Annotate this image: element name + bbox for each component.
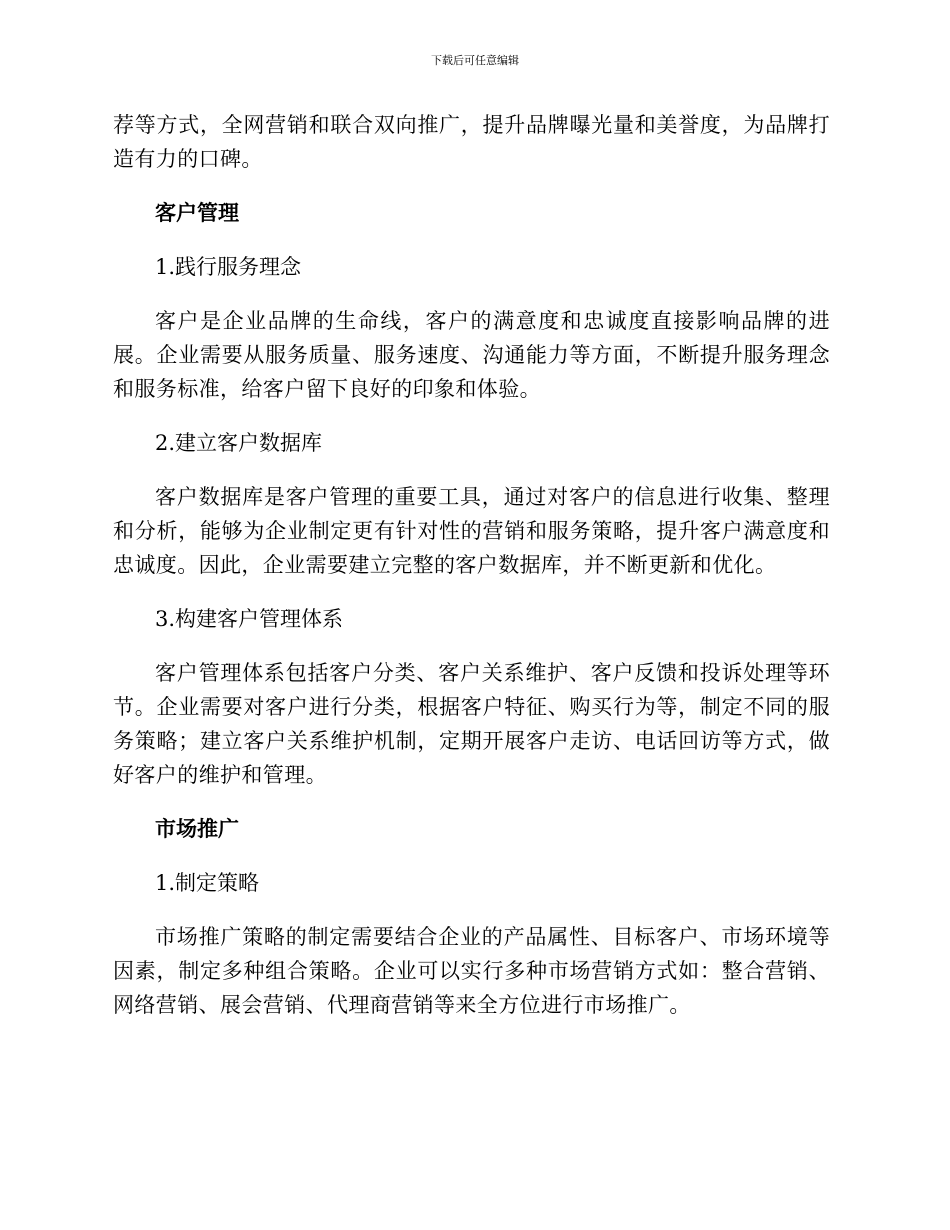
document-body: [113, 108, 830, 1022]
subheading-service-concept: 1.践行服务理念: [155, 255, 302, 279]
page-header: 下载后可任意编辑: [431, 54, 519, 67]
paragraph-service-concept: 客户是企业品牌的生命线，客户的满意度和忠诚度直接影响品牌的进展。企业需要从服务质量、服务速度、沟通能力等方面，不断提升服务理念和服务标准，给客户留下良好的印象和体验。: [113, 309, 830, 401]
section-heading-customer-management: 客户管理: [155, 200, 239, 225]
paragraph-strategy: 市场推广策略的制定需要结合企业的产品属性、目标客户、市场环境等因素，制定多种组合策略。企业可以实行多种市场营销方式如：整合营销、网络营销、展会营销、代理商营销等来全方位进行市场推广。: [113, 925, 830, 1017]
subheading-customer-database: 2.建立客户数据库: [155, 431, 323, 455]
intro-paragraph: 荐等方式，全网营销和联合双向推广，提升品牌曝光量和美誉度，为品牌打造有力的口碑。: [113, 113, 830, 171]
paragraph-customer-database: 客户数据库是客户管理的重要工具，通过对客户的信息进行收集、整理和分析，能够为企业制定更有针对性的营销和服务策略，提升客户满意度和忠诚度。因此，企业需要建立完整的客户数据库，并不断更新和优化。: [113, 485, 830, 577]
paragraph-customer-system: 客户管理体系包括客户分类、客户关系维护、客户反馈和投诉处理等环节。企业需要对客户进行分类，根据客户特征、购买行为等，制定不同的服务策略；建立客户关系维护机制，定期开展客户走访、电话回访等方式，做好客户的维护和管理。: [113, 661, 830, 787]
subheading-customer-system: 3.构建客户管理体系: [155, 607, 344, 631]
section-heading-market-promotion: 市场推广: [155, 816, 239, 841]
subheading-strategy: 1.制定策略: [155, 871, 260, 895]
